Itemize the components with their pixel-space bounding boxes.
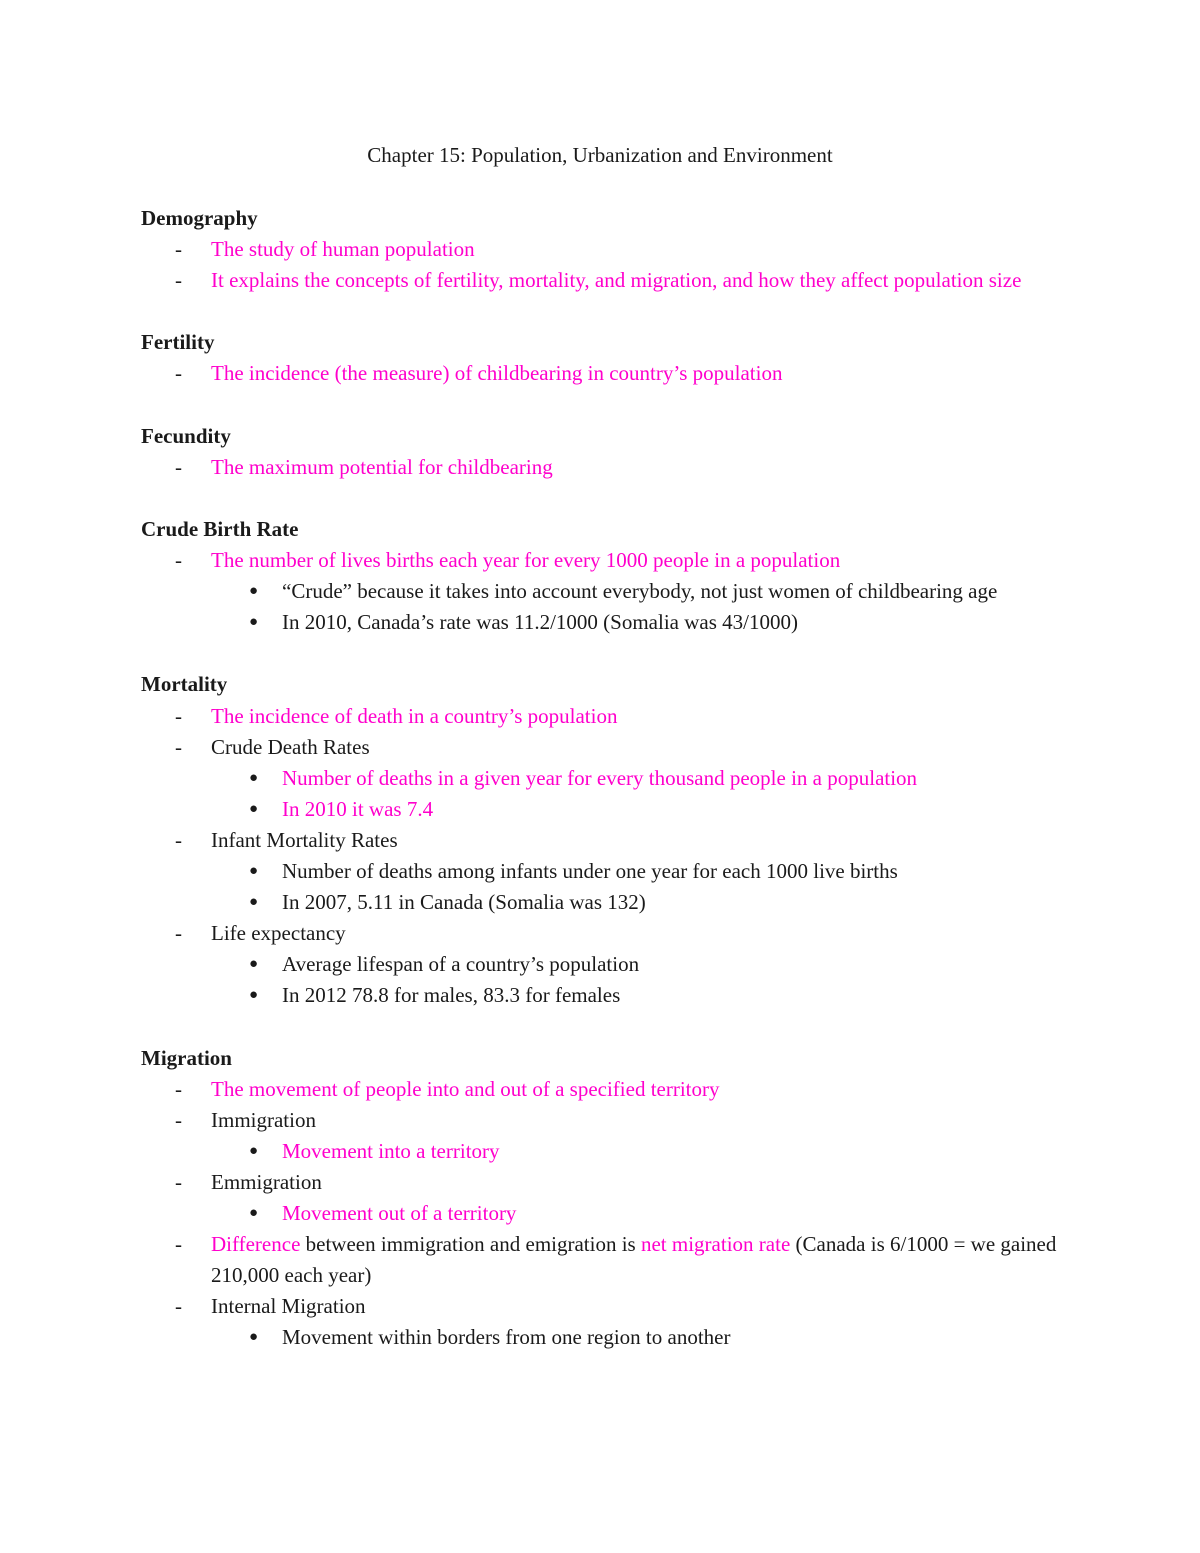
dash-marker: - bbox=[175, 1294, 182, 1319]
bullet-marker: ● bbox=[249, 1329, 259, 1346]
bullet-list bbox=[141, 576, 1071, 638]
dash-marker: - bbox=[175, 361, 182, 386]
item-text: (Canada is 6/1000 = we gained 210,000 each year) bbox=[211, 1232, 1057, 1288]
bullet-list bbox=[141, 1198, 1071, 1229]
dash-marker: - bbox=[175, 1169, 182, 1194]
item-text: between immigration and emigration is bbox=[300, 1232, 641, 1257]
item-text: The incidence of death in a country’s population bbox=[211, 703, 618, 728]
bullet-marker: ● bbox=[249, 614, 259, 631]
list-item bbox=[141, 1291, 1071, 1353]
bullet-marker: ● bbox=[249, 894, 259, 911]
item-text: It explains the concepts of fertility, mortality, and migration, and how they affect population size bbox=[211, 268, 1022, 293]
dash-marker: - bbox=[175, 1107, 182, 1132]
section-heading: Crude Birth Rate bbox=[141, 516, 299, 541]
dash-marker: - bbox=[175, 548, 182, 573]
item-text: “Crude” because it takes into account everybody, not just women of childbearing age bbox=[282, 579, 998, 604]
bullet-item bbox=[141, 1136, 1071, 1167]
item-text: Number of deaths among infants under one year for each 1000 live births bbox=[282, 858, 898, 883]
item-text: Immigration bbox=[211, 1107, 316, 1132]
section-migration bbox=[141, 1043, 1071, 1354]
item-text: The maximum potential for childbearing bbox=[211, 454, 553, 479]
section-demography bbox=[141, 203, 1071, 296]
section-fecundity bbox=[141, 421, 1071, 483]
section-heading: Fertility bbox=[141, 330, 215, 355]
item-text: Movement out of a territory bbox=[282, 1201, 517, 1225]
item-text: Crude Death Rates bbox=[211, 734, 370, 759]
item-text: Emmigration bbox=[211, 1169, 322, 1194]
item-text: In 2012 78.8 for males, 83.3 for females bbox=[282, 983, 621, 1008]
dash-list bbox=[141, 358, 1071, 389]
item-text: The number of lives births each year for every 1000 people in a population bbox=[211, 548, 841, 573]
list-item bbox=[141, 545, 1071, 638]
dash-marker: - bbox=[175, 454, 182, 479]
dash-list bbox=[141, 234, 1071, 296]
item-text: The incidence (the measure) of childbearing in country’s population bbox=[211, 361, 783, 386]
section-mortality bbox=[141, 669, 1071, 1011]
bullet-item bbox=[141, 980, 1071, 1011]
bullet-marker: ● bbox=[249, 987, 259, 1004]
item-text-highlight: Difference bbox=[211, 1232, 301, 1257]
item-text: In 2007, 5.11 in Canada (Somalia was 132) bbox=[282, 890, 646, 915]
section-fertility bbox=[141, 327, 1071, 389]
item-text: Infant Mortality Rates bbox=[211, 827, 398, 852]
bullet-item bbox=[141, 576, 1071, 607]
list-item bbox=[141, 732, 1071, 825]
dash-list bbox=[141, 452, 1071, 483]
bullet-marker: ● bbox=[249, 1142, 259, 1159]
section-heading: Mortality bbox=[141, 672, 228, 697]
dash-marker: - bbox=[175, 237, 182, 262]
bullet-item bbox=[141, 1198, 1071, 1229]
bullet-marker: ● bbox=[249, 800, 259, 817]
list-item bbox=[141, 1105, 1071, 1167]
item-text: Life expectancy bbox=[211, 921, 346, 946]
page-title: Chapter 15: Population, Urbanization and Environment bbox=[367, 143, 833, 167]
item-text: The study of human population bbox=[211, 237, 475, 262]
bullet-list bbox=[141, 1322, 1071, 1353]
bullet-list bbox=[141, 949, 1071, 1011]
dash-marker: - bbox=[175, 734, 182, 759]
dash-marker: - bbox=[175, 921, 182, 946]
list-item bbox=[141, 1167, 1071, 1229]
list-item bbox=[141, 452, 1071, 483]
bullet-marker: ● bbox=[249, 1205, 259, 1221]
list-item bbox=[141, 918, 1071, 1011]
dash-marker: - bbox=[175, 1076, 182, 1101]
bullet-item bbox=[141, 607, 1071, 638]
bullet-marker: ● bbox=[249, 583, 259, 600]
section-heading: Demography bbox=[141, 206, 258, 230]
item-text: The movement of people into and out of a specified territory bbox=[211, 1076, 720, 1101]
item-text: Number of deaths in a given year for every thousand people in a population bbox=[282, 765, 918, 790]
item-text-highlight: net migration rate bbox=[640, 1232, 791, 1257]
item-text: Average lifespan of a country’s population bbox=[282, 952, 640, 977]
item-text: In 2010 it was 7.4 bbox=[282, 796, 434, 821]
list-item bbox=[141, 358, 1071, 389]
dash-list bbox=[141, 545, 1071, 638]
document-body bbox=[141, 203, 1071, 1385]
bullet-marker: ● bbox=[249, 956, 259, 973]
bullet-marker: ● bbox=[249, 769, 259, 786]
bullet-list bbox=[141, 856, 1071, 918]
item-text: Movement within borders from one region to another bbox=[282, 1325, 731, 1350]
bullet-item bbox=[141, 1322, 1071, 1353]
list-item bbox=[141, 1229, 1071, 1291]
dash-marker: - bbox=[175, 268, 182, 293]
list-item bbox=[141, 1074, 1071, 1105]
item-text: Internal Migration bbox=[211, 1294, 366, 1319]
item-text: Movement into a territory bbox=[282, 1138, 500, 1163]
dash-list bbox=[141, 701, 1071, 1012]
bullet-item bbox=[141, 856, 1071, 887]
section-crude-birth-rate bbox=[141, 514, 1071, 638]
dash-marker: - bbox=[175, 827, 182, 852]
section-heading: Fecundity bbox=[141, 423, 231, 448]
list-item bbox=[141, 265, 1071, 296]
dash-marker: - bbox=[175, 1232, 182, 1257]
bullet-item bbox=[141, 794, 1071, 825]
item-text: In 2010, Canada’s rate was 11.2/1000 (Somalia was 43/1000) bbox=[282, 610, 798, 635]
bullet-item bbox=[141, 763, 1071, 794]
bullet-list bbox=[141, 1136, 1071, 1167]
dash-list bbox=[141, 1074, 1071, 1354]
list-item bbox=[141, 234, 1071, 265]
list-item bbox=[141, 701, 1071, 732]
dash-marker: - bbox=[175, 703, 182, 728]
list-item bbox=[141, 825, 1071, 918]
bullet-marker: ● bbox=[249, 862, 259, 879]
section-heading: Migration bbox=[141, 1045, 232, 1070]
bullet-list bbox=[141, 763, 1071, 825]
bullet-item bbox=[141, 887, 1071, 918]
bullet-item bbox=[141, 949, 1071, 980]
